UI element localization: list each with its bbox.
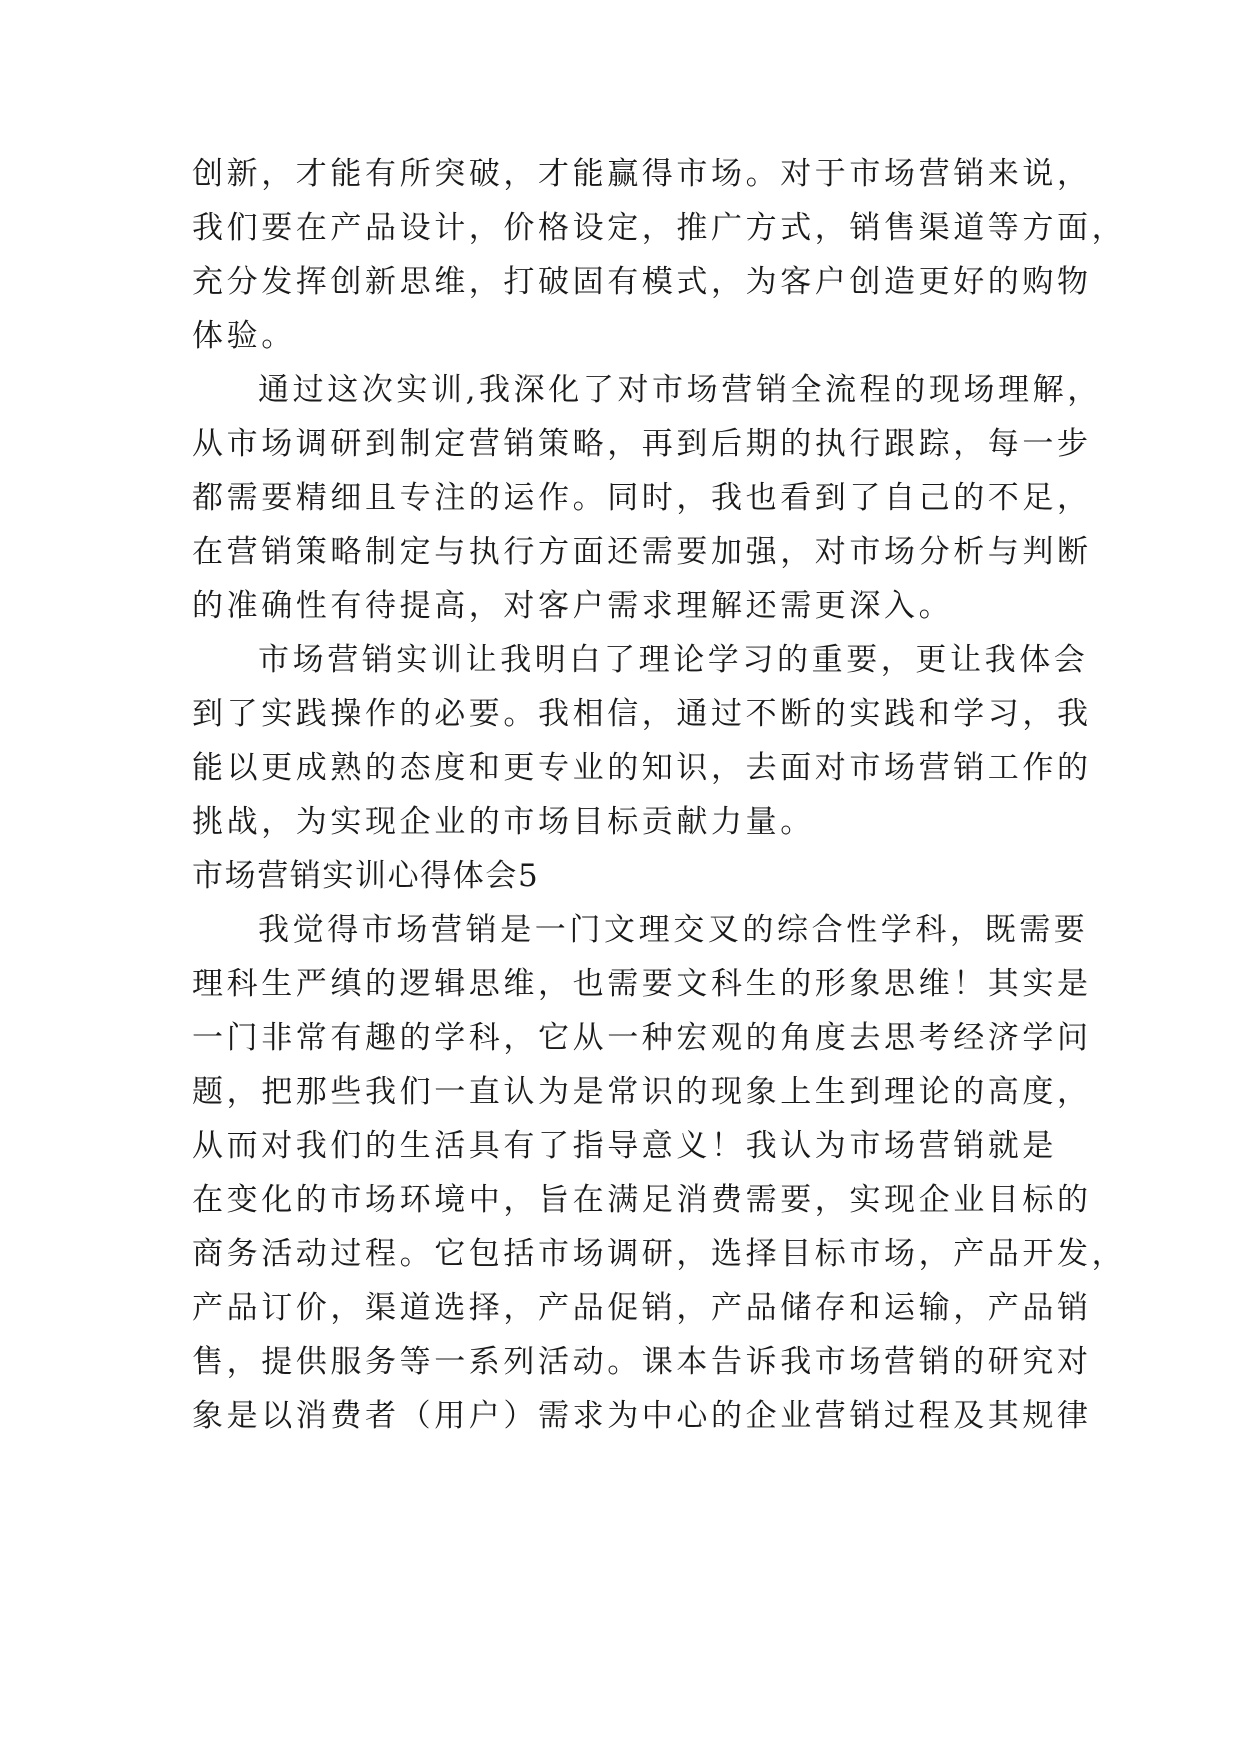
paragraph-line: 都需要精细且专注的运作。同时，我也看到了自己的不足， [192,480,1092,516]
paragraph-line: 理科生严缜的逻辑思维，也需要文科生的形象思维！其实是 [192,966,1092,1002]
paragraph-line: 创新，才能有所突破，才能赢得市场。对于市场营销来说， [192,156,1092,192]
paragraph-line: 通过这次实训,我深化了对市场营销全流程的现场理解， [258,372,1102,408]
paragraph-line: 充分发挥创新思维，打破固有模式，为客户创造更好的购物 [192,264,1092,300]
paragraph-line: 到了实践操作的必要。我相信，通过不断的实践和学习，我 [192,696,1092,732]
paragraph-line: 产品订价，渠道选择，产品促销，产品储存和运输，产品销 [192,1290,1092,1326]
paragraph-line: 商务活动过程。它包括市场调研，选择目标市场，产品开发， [192,1236,1127,1272]
paragraph-line: 象是以消费者（用户）需求为中心的企业营销过程及其规律 [192,1398,1092,1434]
paragraph-line: 挑战，为实现企业的市场目标贡献力量。 [192,804,815,840]
paragraph-line: 能以更成熟的态度和更专业的知识，去面对市场营销工作的 [192,750,1092,786]
paragraph-line: 在变化的市场环境中，旨在满足消费需要，实现企业目标的 [192,1182,1092,1218]
paragraph-line: 市场营销实训让我明白了理论学习的重要，更让我体会 [258,642,1089,678]
paragraph-line: 我觉得市场营销是一门文理交叉的综合性学科，既需要 [258,912,1089,948]
paragraph-line: 从市场调研到制定营销策略，再到后期的执行跟踪，每一步 [192,426,1092,462]
section-heading: 市场营销实训心得体会5 [192,858,540,894]
paragraph-line: 从而对我们的生活具有了指导意义！我认为市场营销就是 [192,1128,1057,1164]
paragraph-line: 我们要在产品设计，价格设定，推广方式，销售渠道等方面， [192,210,1127,246]
paragraph-line: 一门非常有趣的学科，它从一种宏观的角度去思考经济学问 [192,1020,1092,1056]
paragraph-line: 题，把那些我们一直认为是常识的现象上生到理论的高度， [192,1074,1092,1110]
paragraph-line: 体验。 [192,318,296,354]
paragraph-line: 的准确性有待提高，对客户需求理解还需更深入。 [192,588,954,624]
paragraph-line: 在营销策略制定与执行方面还需要加强，对市场分析与判断 [192,534,1092,570]
paragraph-line: 售，提供服务等一系列活动。课本告诉我市场营销的研究对 [192,1344,1092,1380]
